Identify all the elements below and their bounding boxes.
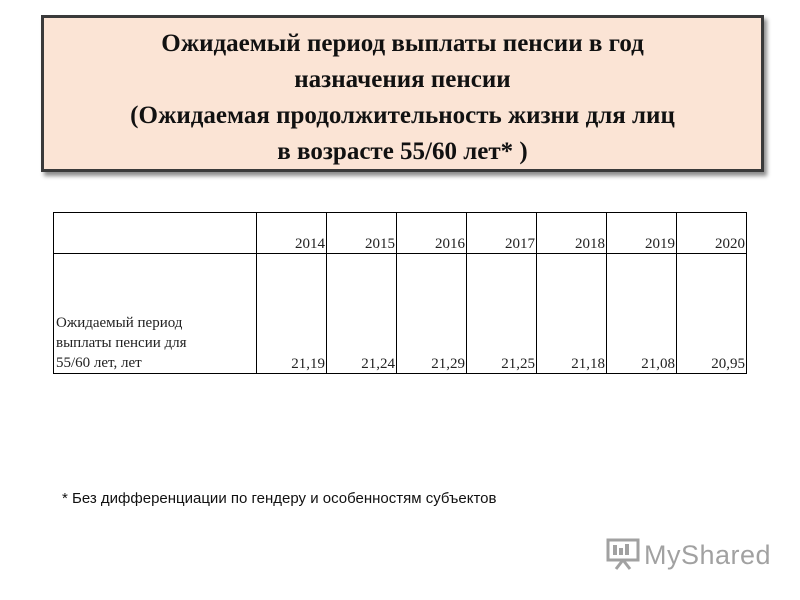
pension-period-table xyxy=(53,212,747,374)
title-line-3: (Ожидаемая продолжительность жизни для лиц xyxy=(130,102,675,129)
year-header-cell: 2020 xyxy=(677,213,747,254)
footnote: * Без дифференциации по гендеру и особенностям субъектов xyxy=(62,490,497,507)
empty-corner-cell xyxy=(54,213,257,254)
value-cell: 21,24 xyxy=(327,254,397,374)
year-header-cell: 2014 xyxy=(257,213,327,254)
value-cell: 21,25 xyxy=(467,254,537,374)
table-header-row xyxy=(54,213,747,254)
year-header-cell: 2015 xyxy=(327,213,397,254)
year-header-cell: 2016 xyxy=(397,213,467,254)
title-line-2: назначения пенсии xyxy=(294,66,511,93)
row-label-line-1: Ожидаемый период xyxy=(56,315,183,331)
table-row xyxy=(54,254,747,374)
row-label-line-2: выплаты пенсии для xyxy=(56,335,187,351)
row-label-cell xyxy=(54,254,257,374)
presentation-board-icon xyxy=(606,536,640,575)
value-cell: 21,08 xyxy=(607,254,677,374)
title-line-4: в возрасте 55/60 лет* ) xyxy=(277,138,528,165)
watermark-text: MyShared xyxy=(644,539,772,570)
year-header-cell: 2017 xyxy=(467,213,537,254)
value-cell: 21,29 xyxy=(397,254,467,374)
title-line-1: Ожидаемый период выплаты пенсии в год xyxy=(161,30,644,57)
value-cell: 20,95 xyxy=(677,254,747,374)
year-header-cell: 2018 xyxy=(537,213,607,254)
year-header-cell: 2019 xyxy=(607,213,677,254)
slide-title-box xyxy=(41,15,764,172)
watermark-logo xyxy=(606,537,771,573)
value-cell: 21,18 xyxy=(537,254,607,374)
row-label-line-3: 55/60 лет, лет xyxy=(56,355,142,371)
value-cell: 21,19 xyxy=(257,254,327,374)
